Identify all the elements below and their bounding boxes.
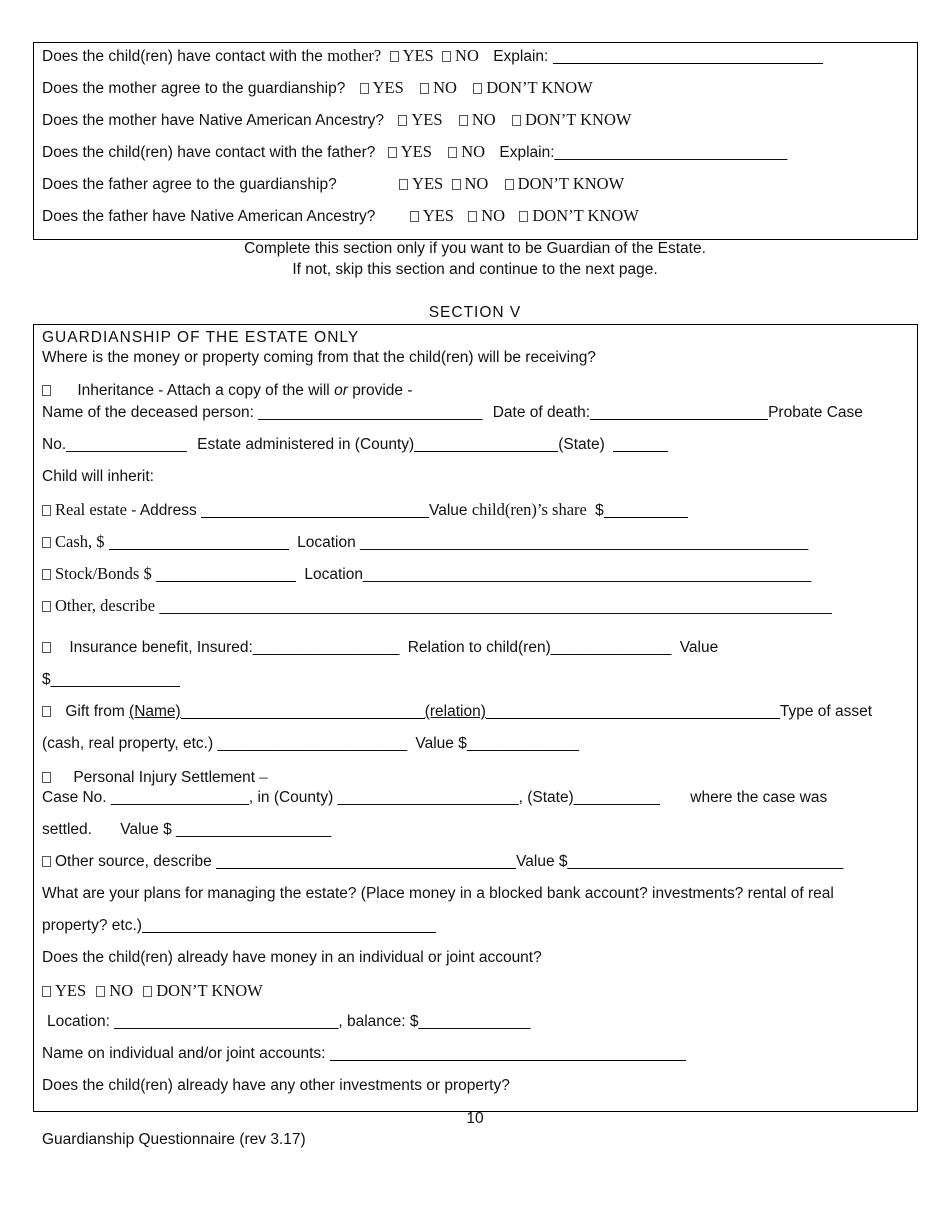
question-label: Does the father agree to the guardianship? [42,176,337,193]
mother-ancestry-question [42,110,631,130]
estate-admin-line [42,436,668,454]
insured-field[interactable]: Insurance benefit, Insured:_________________ [69,639,400,656]
note-line-2: If not, skip this section and continue to the next page. [292,261,658,278]
form-name: Guardianship Questionnaire (rev 3.17) [42,1131,306,1148]
injury-option [42,767,268,787]
share-label: child(ren)’s share [471,500,587,519]
inheritance-option [42,382,413,400]
no-checkbox[interactable] [448,147,457,158]
no-checkbox[interactable] [420,83,429,94]
plans-line-2 [42,917,436,935]
no-label: NO [481,206,506,225]
other-source-checkbox[interactable] [42,856,51,867]
real-estate-line [42,500,688,520]
injury-settled-line [42,821,331,839]
note-line-1: Complete this section only if you want to be Guardian of the Estate. [244,240,706,257]
yes-label: YES [402,46,434,65]
real-estate-address-field[interactable] [201,503,429,518]
other-source-value-field[interactable]: Value $________________________________ [516,853,844,870]
insurance-value-label: Value [679,639,719,656]
stock-line [42,564,811,584]
yes-label: YES [422,206,454,225]
gift-value-field[interactable]: Value $_____________ [415,735,579,752]
injury-settled-label: settled. [42,821,92,838]
gift-relation-underline[interactable] [486,704,780,719]
dont-know-checkbox[interactable] [143,986,152,997]
no-checkbox[interactable] [468,211,477,222]
yes-label: YES [55,981,87,1000]
dollar-label: $ [595,502,604,519]
question-label: Does the father have Native American Ancestry? [42,208,376,225]
asset-type-field[interactable]: (cash, real property, etc.) ______________________ [42,735,408,752]
other-source-field[interactable] [216,854,516,869]
question-label: Does the mother agree to the guardianship? [42,80,346,97]
no-label: NO [455,46,479,65]
yes-checkbox[interactable] [388,147,397,158]
no-checkbox[interactable] [96,986,105,997]
injury-case-field[interactable]: Case No. ________________, in (County) _____________________, (State)__________ [42,789,660,806]
cash-label: Cash, $ [55,532,105,551]
father-ancestry-question [42,206,639,226]
yes-label: YES [411,110,443,129]
inheritance-or: or [334,382,348,399]
real-estate-checkbox[interactable] [42,505,51,516]
question-label: Does the mother have Native American Ancestry? [42,112,385,129]
yes-label: YES [372,78,404,97]
probate-case-label: Probate Case [768,404,863,421]
dont-know-checkbox[interactable] [505,179,514,190]
no-label: NO [433,78,457,97]
no-checkbox[interactable] [452,179,461,190]
account-options [42,981,263,1001]
estate-state-label: (State) [558,436,605,453]
question-label-serif: mother? [327,46,382,65]
father-contact-question [42,142,787,162]
no-label: NO [464,174,489,193]
account-names-line [42,1045,686,1063]
cash-location-field[interactable]: Location ____________________________________________________ [297,534,809,551]
dont-know-label: DON’T KNOW [486,78,593,97]
page-number: 10 [466,1110,484,1127]
insurance-checkbox[interactable] [42,642,51,653]
other-source-line [42,853,843,871]
real-estate-label: Real estate [55,500,127,519]
inheritance-provide: provide - [352,382,413,399]
other-source-label: Other source, describe [55,853,212,870]
cash-checkbox[interactable] [42,537,51,548]
section-title: SECTION V [428,304,522,321]
mother-agree-question [42,78,593,98]
child-inherit-label: Child will inherit: [42,468,154,485]
account-question: Does the child(ren) already have money in an individual or joint account? [42,949,542,966]
question-label: Does the child(ren) have contact with the father? [42,144,376,161]
cash-amount-field[interactable] [109,535,289,550]
gift-type-line [42,735,579,753]
yes-checkbox[interactable] [360,83,369,94]
dont-know-label: DON’T KNOW [532,206,639,225]
injury-dash: – [259,767,268,786]
money-source-question: Where is the money or property coming from that the child(ren) will be receiving? [42,349,596,366]
dont-know-label: DON’T KNOW [524,110,632,129]
gift-checkbox[interactable] [42,706,51,717]
explain-field[interactable] [553,49,823,64]
dont-know-label: DON’T KNOW [517,174,625,193]
injury-label: Personal Injury Settlement [73,769,256,786]
date-of-death-label: Date of death: [492,404,591,421]
gift-name-underline[interactable] [181,704,425,719]
date-of-death-field[interactable] [590,405,768,420]
other-line [42,596,832,616]
yes-checkbox[interactable] [390,51,399,62]
estate-state-field[interactable] [613,437,668,452]
deceased-name-field[interactable]: Name of the deceased person: __________________________ [42,404,483,421]
yes-checkbox[interactable] [398,115,407,126]
yes-checkbox[interactable] [42,986,51,997]
yes-label: YES [412,174,444,193]
plans-question: What are your plans for managing the estate? (Place money in a blocked bank account? investments? rental of real [42,885,834,902]
injury-checkbox[interactable] [42,772,51,783]
address-label: - Address [131,502,197,519]
no-label: NO [109,981,134,1000]
gift-line [42,703,872,721]
asset-type-label: Type of asset [779,703,873,720]
dont-know-checkbox[interactable] [473,83,482,94]
plans-field[interactable] [142,918,436,933]
estate-county-field[interactable] [414,437,558,452]
estate-county-label: Estate administered in (County) [197,436,415,453]
other-describe-field[interactable]: ______________________________________________________________________________ [159,598,832,615]
section-heading: GUARDIANSHIP OF THE ESTATE ONLY [42,329,360,346]
estate-section-box [33,324,918,1112]
yes-checkbox[interactable] [399,179,408,190]
insurance-relation-field[interactable]: Relation to child(ren)______________ [407,639,672,656]
explain-field[interactable]: Explain:___________________________ [499,144,788,161]
injury-where-label: where the case was [690,789,828,806]
stock-amount-field[interactable] [156,567,296,582]
dont-know-label: DON’T KNOW [156,981,263,1000]
deceased-line [42,404,863,422]
account-location-field[interactable]: Location: __________________________, balance: $_____________ [47,1013,531,1030]
other-label: Other, describe [55,596,156,615]
account-names-label: Name on individual and/or joint accounts: [42,1045,326,1062]
gift-label: Gift from [65,703,125,720]
cash-line [42,532,808,552]
stock-location-field[interactable]: Location____________________________________________________ [304,566,812,583]
value-label: Value [429,502,468,519]
probate-case-number-field[interactable]: No.______________ [42,436,187,453]
no-checkbox[interactable] [442,51,451,62]
mother-contact-question [42,46,823,66]
investments-question: Does the child(ren) already have any other investments or property? [42,1077,510,1094]
gift-relation-field[interactable]: (relation) [424,703,486,720]
other-checkbox[interactable] [42,601,51,612]
stock-checkbox[interactable] [42,569,51,580]
injury-case-line [42,789,827,807]
insurance-value-field[interactable]: $_______________ [42,671,180,688]
no-checkbox[interactable] [459,115,468,126]
share-value-field[interactable] [604,503,688,518]
inheritance-checkbox[interactable] [42,385,51,396]
father-agree-question [42,174,624,194]
account-names-field[interactable] [330,1046,686,1061]
no-label: NO [471,110,496,129]
inheritance-label: Inheritance - Attach a copy of the will [77,382,330,399]
insurance-line [42,639,718,657]
dont-know-checkbox[interactable] [519,211,528,222]
question-label: Does the child(ren) have contact with the [42,48,323,65]
injury-value-field[interactable]: Value $ __________________ [120,821,332,838]
parents-questions-box [33,42,918,240]
yes-label: YES [400,142,432,161]
stock-label: Stock/Bonds $ [55,564,152,583]
yes-checkbox[interactable] [410,211,419,222]
no-label: NO [461,142,486,161]
plans-label: property? etc.) [42,917,142,934]
dont-know-checkbox[interactable] [512,115,521,126]
gift-name-field[interactable]: (Name) [129,703,181,720]
explain-label: Explain: [493,48,549,65]
